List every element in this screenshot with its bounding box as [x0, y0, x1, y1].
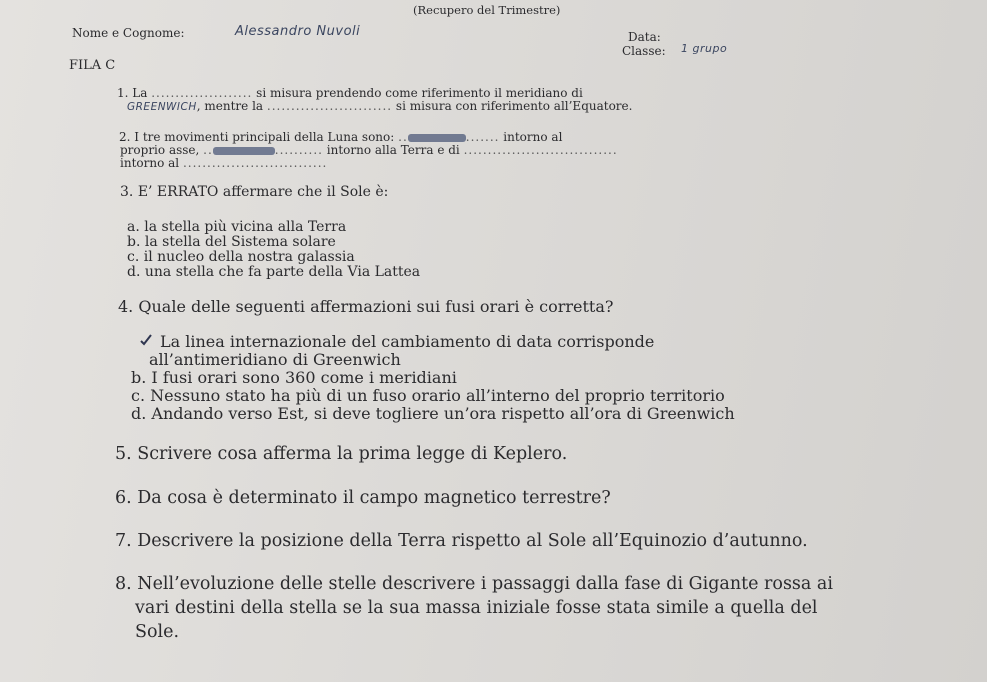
q3-question	[120, 184, 388, 200]
q2-blank-1: ..	[398, 130, 408, 144]
q2-text-3: proprio asse,	[120, 143, 200, 157]
q3-option-a: a. la stella più vicina alla Terra	[127, 219, 347, 235]
q3-option-d: d. una stella che fa parte della Via Lattea	[127, 264, 421, 280]
q3-option-c: c. il nucleo della nostra galassia	[127, 249, 355, 265]
q1-line1	[117, 86, 583, 100]
q1-text-3: , mentre la	[196, 99, 264, 113]
q2-blank-3: ................................	[463, 143, 618, 157]
q1-line2	[127, 99, 632, 113]
name-value: Alessandro Nuvoli	[235, 24, 361, 39]
q4-text: Quale delle seguenti affermazioni sui fusi orari è corretta?	[138, 297, 614, 316]
q3-option-b: b. la stella del Sistema solare	[127, 234, 336, 250]
q8-line2: vari destini della stella se la sua massa iniziale fosse stata simile a quella del	[135, 598, 818, 618]
q1-blank-1: .....................	[151, 86, 253, 100]
q1-number: 1.	[117, 86, 129, 100]
q4-option-a-line2: all’antimeridiano di Greenwich	[149, 350, 401, 369]
class-label: Classe:	[622, 44, 666, 58]
q2-answer-scribble-2	[213, 147, 275, 155]
q2-text-4: intorno alla Terra e di	[326, 143, 460, 157]
q2-blank-1-rest: .......	[465, 130, 500, 144]
q3-number: 3.	[120, 184, 134, 200]
q4-option-c: c. Nessuno stato ha più di un fuso orario all’interno del proprio territorio	[131, 386, 725, 405]
q4-option-b: b. I fusi orari sono 360 come i meridiani	[131, 368, 457, 387]
row-label: FILA C	[69, 58, 116, 73]
page-title: (Recupero del Trimestre)	[413, 3, 561, 17]
class-value: 1 grupo	[681, 42, 728, 55]
q3-text: E’ ERRATO affermare che il Sole è:	[137, 184, 389, 200]
q2-line1	[119, 130, 562, 144]
q1-answer-1: GREENWICH	[127, 101, 197, 113]
q2-text-1: I tre movimenti principali della Luna sono:	[134, 130, 395, 144]
q5-question: 5. Scrivere cosa afferma la prima legge di Keplero.	[115, 444, 568, 464]
q2-number: 2.	[119, 130, 131, 144]
q8-line1: 8. Nell’evoluzione delle stelle descrivere i passaggi dalla fase di Gigante rossa ai	[115, 574, 833, 594]
q1-blank-2: ..........................	[266, 99, 393, 113]
q2-answer-scribble-1	[408, 134, 466, 142]
q8-line3: Sole.	[135, 622, 180, 642]
q1-text-1: La	[132, 86, 148, 100]
q2-line3	[120, 156, 327, 170]
q1-text-2: si misura prendendo come riferimento il meridiano di	[256, 86, 583, 100]
q4-question	[118, 297, 613, 316]
q2-line2	[120, 143, 618, 157]
q2-text-2: intorno al	[503, 130, 563, 144]
q2-blank-4: ..............................	[182, 156, 328, 170]
q2-blank-2: ..	[203, 143, 213, 157]
q4-number: 4.	[118, 297, 134, 316]
q1-text-4: si misura con riferimento all’Equatore.	[395, 99, 633, 113]
date-label: Data:	[628, 30, 661, 44]
q2-text-5: intorno al	[120, 156, 180, 170]
q4-option-d: d. Andando verso Est, si deve togliere un’ora rispetto all’ora di Greenwich	[131, 404, 735, 423]
q4-option-a-line1: La linea internazionale del cambiamento di data corrisponde	[160, 332, 655, 351]
q7-question: 7. Descrivere la posizione della Terra rispetto al Sole all’Equinozio d’autunno.	[115, 531, 808, 551]
q2-blank-2-rest: ..........	[274, 143, 323, 157]
check-mark-icon	[140, 334, 152, 346]
q6-question: 6. Da cosa è determinato il campo magnetico terrestre?	[115, 488, 611, 508]
name-label: Nome e Cognome:	[72, 26, 185, 40]
